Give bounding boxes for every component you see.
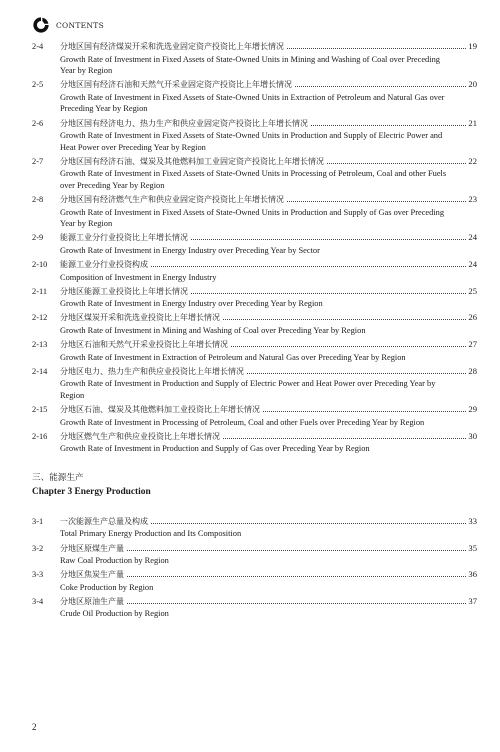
dot-leader	[151, 265, 466, 267]
dot-leader	[127, 575, 466, 577]
entry-title-zh: 分地区煤炭开采和洗选业投资比上年增长情况	[60, 313, 220, 323]
entry-title-en: Growth Rate of Investment in Energy Industry over Preceding Year by Sector	[60, 245, 320, 255]
entry-title-zh: 分地区焦炭生产量	[60, 570, 124, 580]
entry-page-number: 30	[468, 430, 477, 441]
entry-title-zh: 分地区国有经济燃气生产和供应业固定资产投资比上年增长情况	[60, 195, 284, 205]
entry-title-zh: 能源工业分行业投资比上年增长情况	[60, 233, 188, 243]
entry-page-number: 35	[468, 542, 477, 553]
entry-page-number: 29	[468, 404, 477, 415]
entry-title-zh: 分地区国有经济石油、煤炭及其他燃料加工业固定资产投资比上年增长情况	[60, 156, 324, 166]
entry-body	[60, 285, 477, 310]
entry-title-en: Growth Rate of Investment in Fixed Assets of State-Owned Units in Production and Supply of Gas over Preceding Year by Region	[60, 207, 445, 229]
toc-section-investment	[32, 40, 477, 455]
entry-title-en: Crude Oil Production by Region	[60, 609, 169, 619]
entry-number: 3-1	[32, 516, 44, 526]
entry-title-en: Growth Rate of Investment in Production and Supply of Gas over Preceding Year by Region	[60, 444, 370, 454]
toc-entry[interactable]	[32, 285, 477, 310]
entry-number: 2-7	[32, 156, 44, 166]
dot-leader	[295, 85, 466, 87]
entry-title-zh: 分地区国有经济石油和天然气开采业固定资产投资比上年增长情况	[60, 80, 292, 90]
entry-number: 2-14	[32, 366, 48, 376]
entry-title-en: Growth Rate of Investment in Production and Supply of Electric Power and Heat Power over Preceding Year by Region	[60, 379, 436, 400]
entry-number: 3-4	[32, 596, 44, 606]
entry-title-line	[60, 78, 477, 92]
chapter-heading	[32, 471, 477, 499]
entry-title-line	[60, 285, 477, 299]
toc-entry[interactable]	[32, 258, 477, 283]
entry-body	[60, 542, 477, 567]
entry-title-zh: 分地区石油、煤炭及其他燃料加工业投资比上年增长情况	[60, 405, 260, 415]
entry-title-zh: 分地区石油和天然气开采业投资比上年增长情况	[60, 340, 228, 350]
entry-title-en: Total Primary Energy Production and Its Composition	[60, 529, 242, 539]
entry-body	[60, 515, 477, 540]
entry-body	[60, 403, 477, 428]
entry-title-line	[60, 568, 477, 582]
entry-title-line	[60, 365, 477, 379]
entry-page-number: 19	[468, 41, 477, 51]
entry-title-en: Growth Rate of Investment in Processing of Petroleum, Coal and other Fuels over Preceding Year by Region	[60, 417, 425, 427]
entry-title-line	[60, 258, 477, 272]
toc-entry[interactable]	[32, 155, 477, 192]
entry-body	[60, 595, 477, 620]
toc-entry[interactable]	[32, 338, 477, 363]
entry-body	[60, 365, 477, 402]
toc-entry[interactable]	[32, 40, 477, 77]
toc-entry[interactable]	[32, 78, 477, 115]
entry-number: 2-4	[32, 42, 44, 51]
entry-page-number: 26	[468, 312, 477, 323]
entry-number: 2-11	[32, 286, 48, 296]
publisher-logo-icon	[32, 16, 50, 34]
entry-body	[60, 568, 477, 593]
entry-title-zh: 分地区国有经济电力、热力生产和供应业固定资产投资比上年增长情况	[60, 118, 308, 128]
toc-entry[interactable]	[32, 365, 477, 402]
toc-entry[interactable]	[32, 117, 477, 154]
entry-title-en: Growth Rate of Investment in Extraction of Petroleum and Natural Gas over Preceding Year by Region	[60, 352, 406, 362]
chapter-title-zh: 三、能源生产	[32, 472, 84, 483]
entry-title-zh: 分地区燃气生产和供应业投资比上年增长情况	[60, 431, 220, 441]
entry-title-en: Raw Coal Production by Region	[60, 556, 169, 566]
toc-entry[interactable]	[32, 430, 477, 455]
entry-page-number: 28	[468, 365, 477, 376]
toc-entry[interactable]	[32, 311, 477, 336]
entry-title-zh: 分地区原油生产量	[60, 596, 124, 606]
entry-body	[60, 78, 477, 115]
toc-entry[interactable]	[32, 193, 477, 230]
toc-list	[32, 40, 477, 620]
dot-leader	[263, 410, 466, 412]
entry-body	[60, 258, 477, 283]
entry-title-en: Growth Rate of Investment in Mining and Washing of Coal over Preceding Year by Region	[60, 325, 366, 335]
entry-number: 2-6	[32, 118, 44, 128]
entry-title-line	[60, 515, 477, 529]
entry-title-en: Growth Rate of Investment in Fixed Assets of State-Owned Units in Mining and Washing of Coal over Preceding Year by Region	[60, 54, 440, 76]
entry-page-number: 36	[468, 569, 477, 580]
entry-number: 2-8	[32, 195, 44, 205]
entry-title-line	[60, 40, 477, 54]
dot-leader	[127, 602, 466, 604]
entry-body	[60, 430, 477, 455]
entry-body	[60, 117, 477, 154]
entry-page-number: 22	[468, 155, 477, 166]
entry-page-number: 25	[468, 285, 477, 296]
dot-leader	[223, 437, 466, 439]
entry-title-en: Growth Rate of Investment in Fixed Assets of State-Owned Units in Extraction of Petroleum and Natural Gas over Preceding Year by Region	[60, 92, 445, 114]
entry-title-en: Growth Rate of Investment in Fixed Assets of State-Owned Units in Processing of Petroleum, Coal and other Fuels over Preceding Year by Region	[60, 169, 447, 190]
entry-title-en: Composition of Investment in Energy Industry	[60, 272, 217, 282]
dot-leader	[287, 47, 466, 49]
entry-title-zh: 分地区国有经济煤炭开采和洗选业固定资产投资比上年增长情况	[60, 42, 284, 51]
dot-leader	[287, 200, 466, 202]
dot-leader	[191, 238, 466, 240]
entry-number: 2-10	[32, 260, 48, 270]
running-header	[32, 16, 104, 34]
entry-number: 2-5	[32, 80, 44, 90]
entry-title-zh: 一次能源生产总量及构成	[60, 516, 148, 526]
entry-title-zh: 分地区能源工业投资比上年增长情况	[60, 286, 188, 296]
entry-page-number: 21	[468, 117, 477, 128]
entry-number: 3-2	[32, 543, 44, 553]
toc-entry[interactable]	[32, 231, 477, 256]
entry-number: 2-12	[32, 313, 48, 323]
entry-page-number: 20	[468, 79, 477, 90]
dot-leader	[247, 372, 466, 374]
chapter-title-en: Chapter 3 Energy Production	[32, 486, 151, 497]
entry-title-line	[60, 311, 477, 325]
entry-number: 2-9	[32, 233, 44, 243]
toc-entry[interactable]	[32, 568, 477, 593]
toc-entry[interactable]	[32, 403, 477, 428]
dot-leader	[151, 522, 466, 524]
entry-title-line	[60, 338, 477, 352]
entry-title-en: Coke Production by Region	[60, 582, 154, 592]
dot-leader	[223, 318, 466, 320]
entry-number: 2-16	[32, 431, 48, 441]
entry-number: 2-13	[32, 340, 48, 350]
dot-leader	[191, 292, 466, 294]
entry-title-line	[60, 595, 477, 609]
toc-entry[interactable]	[32, 542, 477, 567]
entry-body	[60, 193, 477, 230]
entry-title-zh: 分地区原煤生产量	[60, 543, 124, 553]
entry-title-line	[60, 430, 477, 444]
entry-title-line	[60, 542, 477, 556]
entry-page-number: 24	[468, 232, 477, 243]
toc-entry[interactable]	[32, 515, 477, 540]
entry-title-line	[60, 193, 477, 207]
entry-body	[60, 338, 477, 363]
entry-body	[60, 231, 477, 256]
entry-number: 3-3	[32, 570, 44, 580]
entry-body	[60, 311, 477, 336]
dot-leader	[327, 162, 466, 164]
entry-title-line	[60, 155, 477, 169]
entry-page-number: 24	[468, 259, 477, 270]
entry-page-number: 33	[468, 515, 477, 526]
entry-page-number: 27	[468, 339, 477, 350]
dot-leader	[127, 549, 466, 551]
entry-title-line	[60, 231, 477, 245]
entry-title-line	[60, 117, 477, 131]
entry-title-en: Growth Rate of Investment in Energy Industry over Preceding Year by Region	[60, 299, 323, 309]
page-number: 2	[32, 722, 37, 732]
toc-entry[interactable]	[32, 595, 477, 620]
entry-number: 2-15	[32, 405, 48, 415]
dot-leader	[231, 345, 466, 347]
header-contents-label: CONTENTS	[56, 20, 105, 30]
entry-title-zh: 能源工业分行业投资构成	[60, 260, 148, 270]
entry-page-number: 23	[468, 194, 477, 205]
entry-body	[60, 155, 477, 192]
entry-title-zh: 分地区电力、热力生产和供应业投资比上年增长情况	[60, 366, 244, 376]
entry-page-number: 37	[468, 595, 477, 606]
entry-title-en: Growth Rate of Investment in Fixed Assets of State-Owned Units in Production and Supply of Electric Power and Heat Power over Preceding Year by Region	[60, 131, 443, 152]
dot-leader	[311, 124, 466, 126]
entry-title-line	[60, 403, 477, 417]
entry-body	[60, 40, 477, 77]
toc-section-production	[32, 515, 477, 620]
